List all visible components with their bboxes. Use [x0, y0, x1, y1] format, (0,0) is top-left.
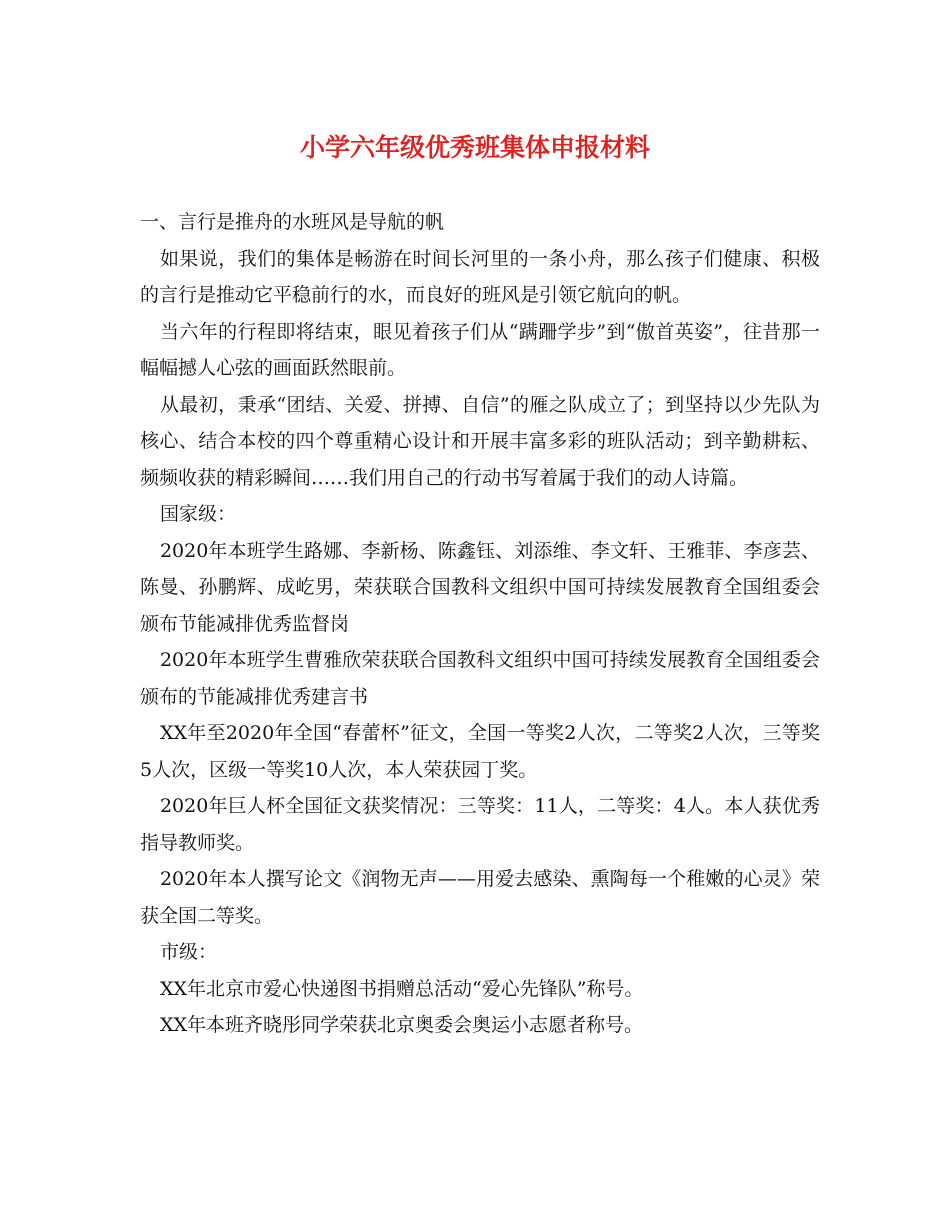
section-heading: 一、言行是推舟的水班风是导航的帆	[140, 211, 445, 233]
paragraph: XX年本班齐晓彤同学荣获北京奥委会奥运小志愿者称号。	[159, 1014, 643, 1036]
paragraph: 2020年本班学生曹雅欣荣获联合国教科文组织中国可持续发展教育全国组委会颁布的节能减排优秀建言书	[140, 649, 820, 708]
paragraph: 2020年本班学生路娜、李新杨、陈鑫钰、刘添维、李文轩、王雅菲、李彦芸、陈曼、孙鹏辉、成屹男，荣获联合国教科文组织中国可持续发展教育全国组委会颁布节能减排优秀监督岗	[140, 539, 820, 635]
paragraph: 当六年的行程即将结束，眼见着孩子们从“蹒跚学步”到“傲首英姿”，往昔那一幅幅撼人心弦的画面跃然眼前。	[140, 320, 820, 379]
paragraph: 从最初，秉承“团结、关爱、拼搏、自信”的雁之队成立了；到坚持以少先队为核心、结合本校的四个尊重精心设计和开展丰富多彩的班队活动；到辛勤耕耘、频频收获的精彩瞬间……我们用自己的行动书写着属于我们的动人诗篇。	[140, 393, 820, 489]
paragraph: XX年北京市爱心快递图书捐赠总活动“爱心先锋队”称号。	[159, 977, 644, 1000]
document-title: 小学六年级优秀班集体申报材料	[299, 133, 650, 162]
document-body	[140, 204, 820, 1044]
paragraph: 2020年巨人杯全国征文获奖情况：三等奖：11人，二等奖：4人。本人获优秀指导教师奖。	[140, 795, 820, 854]
paragraph: XX年至2020年全国“春蕾杯”征文，全国一等奖2人次，二等奖2人次，三等奖5人次，区级一等奖10人次，本人荣获园丁奖。	[140, 722, 820, 781]
paragraph: 2020年本人撰写论文《润物无声——用爱去感染、熏陶每一个稚嫩的心灵》荣获全国二等奖。	[140, 868, 820, 927]
paragraph: 如果说，我们的集体是畅游在时间长河里的一条小舟，那么孩子们健康、积极的言行是推动它平稳前行的水，而良好的班风是引领它航向的帆。	[140, 247, 820, 306]
subheading-national: 国家级：	[159, 503, 236, 525]
subheading-city: 市级：	[159, 941, 217, 963]
